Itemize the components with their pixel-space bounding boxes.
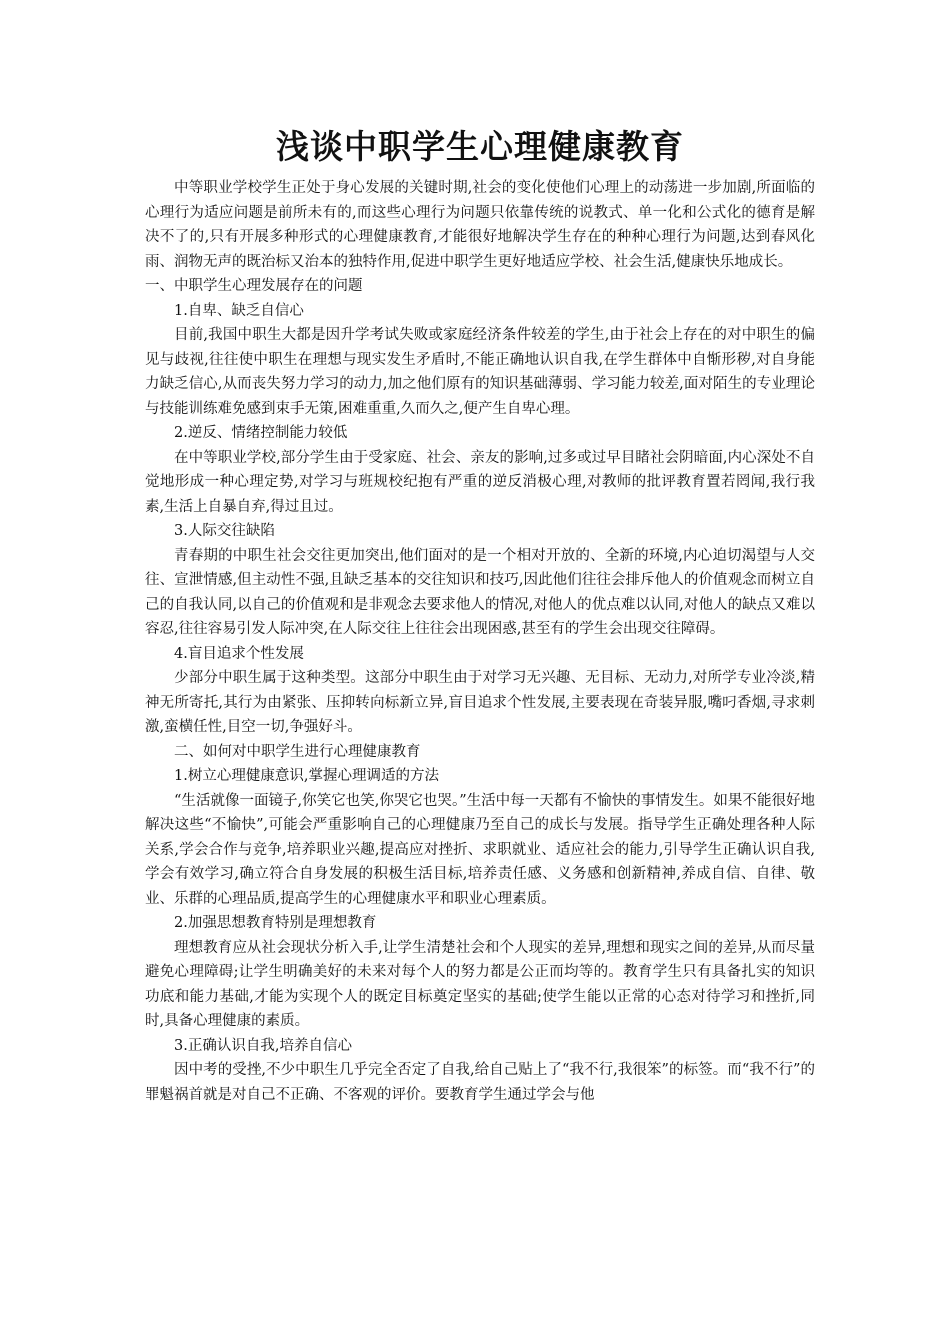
subsection-heading-2-2: 2.加强思想教育特别是理想教育 <box>174 915 377 931</box>
subsection-heading-1-1: 1.自卑、缺乏自信心 <box>174 302 304 319</box>
subsection-heading-1-3: 3.人际交往缺陷 <box>174 523 275 539</box>
body-paragraph: 在中等职业学校,部分学生由于受家庭、社会、亲友的影响,过多或过早目睹社会阴暗面,内心深处不自觉地形成一种心理定势,对学习与班规校纪抱有严重的逆反消极心理,对教师的批评教育置若罔闻,我行我素,生活上自暴自弃,得过且过。 <box>145 449 815 515</box>
document-page <box>145 118 815 1107</box>
subsection-heading-2-3: 3.正确认识自我,培养自信心 <box>174 1037 352 1054</box>
section-heading-2: 二、如何对中职学生进行心理健康教育 <box>174 743 421 760</box>
intro-paragraph: 中等职业学校学生正处于身心发展的关键时期,社会的变化使他们心理上的动荡进一步加剧,所面临的心理行为适应问题是前所未有的,而这些心理行为问题只依靠传统的说教式、单一化和公式化的德育是解决不了的,只有开展多种形式的心理健康教育,才能很好地解决学生存在的种种心理行为问题,达到春风化雨、润物无声的既治标又治本的独特作用,促进中职学生更好地适应学校、社会生活,健康快乐地成长。 <box>145 180 815 270</box>
body-paragraph: 青春期的中职生社会交往更加突出,他们面对的是一个相对开放的、全新的环境,内心迫切渴望与人交往、宣泄情感,但主动性不强,且缺乏基本的交往知识和技巧,因此他们往往会排斥他人的价值观念而树立自己的自我认同,以自己的价值观和是非观念去要求他人的情况,对他人的优点难以认同,对他人的缺点又难以容忍,往往容易引发人际冲突,在人际交往上往往会出现困惑,甚至有的学生会出现交往障碍。 <box>145 547 815 637</box>
body-paragraph: “生活就像一面镜子,你笑它也笑,你哭它也哭。”生活中每一天都有不愉快的事情发生。如果不能很好地解决这些“不愉快”,可能会严重影响自己的心理健康乃至自己的成长与发展。指导学生正确处理各种人际关系,学会合作与竞争,培养职业兴趣,提高应对挫折、求职就业、适应社会的能力,引导学生正确认识自我,学会有效学习,确立符合自身发展的积极生活目标,培养责任感、义务感和创新精神,养成自信、自律、敬业、乐群的心理品质,提高学生的心理健康水平和职业心理素质。 <box>145 792 815 907</box>
body-paragraph: 少部分中职生属于这种类型。这部分中职生由于对学习无兴趣、无目标、无动力,对所学专业冷淡,精神无所寄托,其行为由紧张、压抑转向标新立异,盲目追求个性发展,主要表现在奇装异服,嘴叼香烟,寻求刺激,蛮横任性,目空一切,争强好斗。 <box>145 670 815 735</box>
body-paragraph: 目前,我国中职生大都是因升学考试失败或家庭经济条件较差的学生,由于社会上存在的对中职生的偏见与歧视,往往使中职生在理想与现实发生矛盾时,不能正确地认识自我,在学生群体中自惭形秽,对自身能力缺乏信心,从而丧失努力学习的动力,加之他们原有的知识基础薄弱、学习能力较差,面对陌生的专业理论与技能训练难免感到束手无策,困难重重,久而久之,便产生自卑心理。 <box>145 327 815 417</box>
section-heading-1: 一、中职学生心理发展存在的问题 <box>145 278 363 294</box>
subsection-heading-2-1: 1.树立心理健康意识,掌握心理调适的方法 <box>174 768 439 784</box>
subsection-heading-1-4: 4.盲目追求个性发展 <box>174 645 304 662</box>
body-paragraph: 因中考的受挫,不少中职生几乎完全否定了自我,给自己贴上了“我不行,我很笨”的标签。而“我不行”的罪魁祸首就是对自己不正确、不客观的评价。要教育学生通过学会与他 <box>145 1062 815 1103</box>
body-paragraph: 理想教育应从社会现状分析入手,让学生清楚社会和个人现实的差异,理想和现实之间的差异,从而尽量避免心理障碍;让学生明确美好的未来对每个人的努力都是公正而均等的。教育学生只有具备扎实的知识功底和能力基础,才能为实现个人的既定目标奠定坚实的基础;使学生能以正常的心态对待学习和挫折,同时,具备心理健康的素质。 <box>145 939 815 1029</box>
subsection-heading-1-2: 2.逆反、情绪控制能力较低 <box>174 425 348 441</box>
document-body <box>145 176 815 1107</box>
document-title: 浅谈中职学生心理健康教育 <box>276 127 684 166</box>
